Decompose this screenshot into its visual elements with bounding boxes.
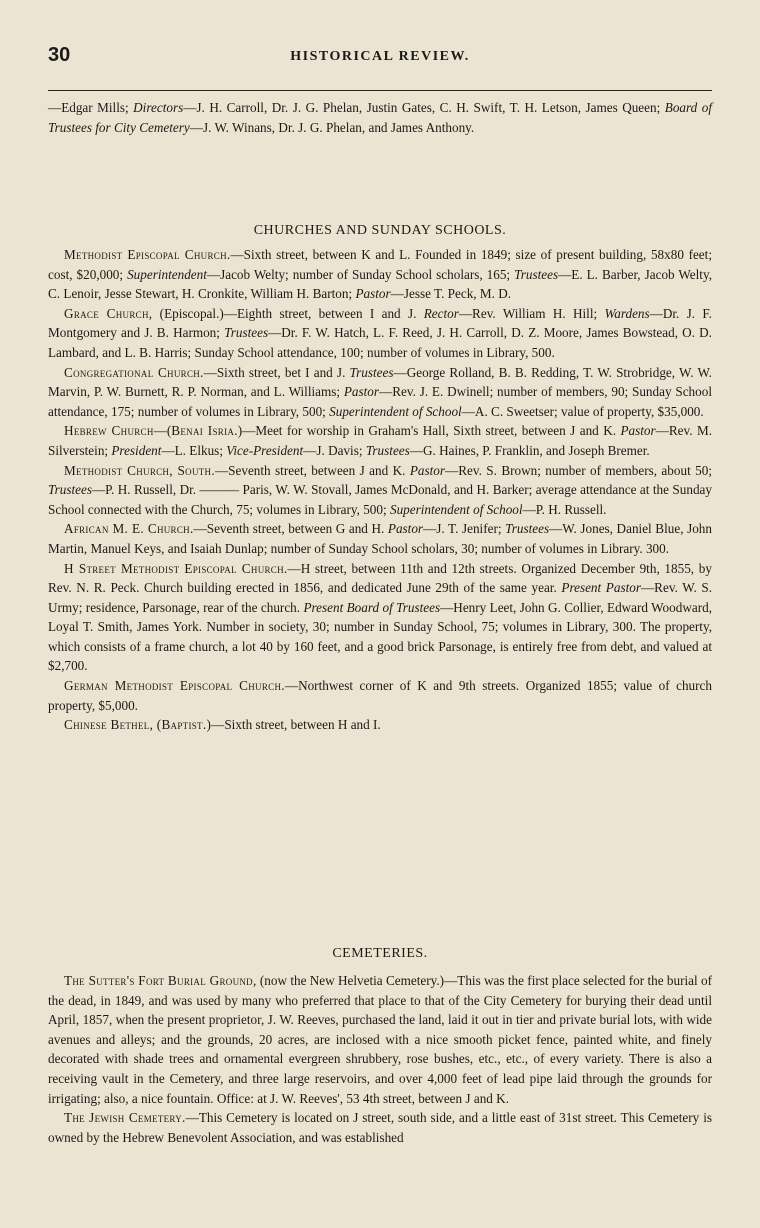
intro-block <box>48 98 712 137</box>
church-entry-grace: Grace Church, (Episcopal.)—Eighth street, between I and J. Rector—Rev. William H. Hill; Wardens—Dr. J. F. Montgomery and J. B. Harmon; Trustees—Dr. F. W. Hatch, L. F. Reed, J. H. Carroll, D. Z. Moore, James Bowstead, O. D. Lambard, and L. B. Harris; Sunday School attendance, 100; number of volumes in Library, 500. <box>48 305 712 360</box>
church-entry-methodist-episcopal: Methodist Episcopal Church.—Sixth street, between K and L. Founded in 1849; size of present building, 58x80 feet; cost, $20,000; Superintendent—Jacob Welty; number of Sunday School scholars, 165; Trustees—E. L. Barber, Jacob Welty, C. Lenoir, Jesse Stewart, H. Cronkite, William H. Barton; Pastor—Jesse T. Peck, M. D. <box>48 247 712 302</box>
page-header <box>48 44 712 74</box>
cemeteries-section <box>48 971 712 1147</box>
church-entry-african-me: African M. E. Church.—Seventh street, between G and H. Pastor—J. T. Jenifer; Trustees—W. Jones, Daniel Blue, John Martin, Manuel Keys, and Isaiah Dunlap; number of Sunday School scholars, 30; number of volumes in Library. 300. <box>48 521 712 556</box>
church-entry-methodist-south: Methodist Church, South.—Seventh street, between J and K. Pastor—Rev. S. Brown; number of members, about 50; Trustees—P. H. Russell, Dr. ——— Paris, W. W. Stovall, James McDonald, and H. Barker; average attendance at the Sunday School connected with the Church, 75; volumes in Library, 500; Superintendent of School—P. H. Russell. <box>48 462 712 517</box>
church-entry-congregational: Congregational Church.—Sixth street, bet I and J. Trustees—George Rolland, B. B. Redding, T. W. Strobridge, W. W. Marvin, P. W. Burnett, R. P. Norman, and L. Williams; Pastor—Rev. J. E. Dwinell; number of members, 90; Sunday School attendance, 175; number of volumes in Library, 500; Superintendent of School—A. C. Sweetser; value of property, $35,000. <box>48 364 712 419</box>
church-entry-hebrew: Hebrew Church—(Benai Isria.)—Meet for worship in Graham's Hall, Sixth street, between J and K. Pastor—Rev. M. Silverstein; President—L. Elkus; Vice-President—J. Davis; Trustees—G. Haines, P. Franklin, and Joseph Bremer. <box>48 423 712 458</box>
header-rule <box>48 90 712 91</box>
cemetery-entry-sutters-fort: The Sutter's Fort Burial Ground, (now the New Helvetia Cemetery.)—This was the first place selected for the burial of the dead, in 1849, and was used by many who preferred that place to that of the City Cemetery for burying their dead until April, 1857, when the present proprietor, J. W. Reeves, purchased the land, laid it out in tier and private burial lots, with wide avenues and alleys; and the grounds, 20 acres, are inclosed with a nice smooth picket fence, painted white, and finely decorated with shade trees and ornamental evergreen shrubbery, rose bushes, etc., etc., of every variety. There is also a receiving vault in the Cemetery, and three large reservoirs, and over 4,000 feet of lead pipe laid through the grounds for irrigating; also, a nice fountain. Office: at J. W. Reeves', 53 4th street, between J and K. <box>48 973 713 1106</box>
church-entry-german-methodist: German Methodist Episcopal Church.—Northwest corner of K and 9th streets. Organized 1855; value of church property, $5,000. <box>48 678 712 713</box>
churches-section <box>48 245 712 735</box>
cemetery-entry-jewish: The Jewish Cemetery.—This Cemetery is located on J street, south side, and a little east of 31st street. This Cemetery is owned by the Hebrew Benevolent Association, and was established <box>48 1110 712 1145</box>
church-entry-h-street: H Street Methodist Episcopal Church.—H street, between 11th and 12th streets. Organized December 9th, 1855, by Rev. N. R. Peck. Church building erected in 1856, and dedicated June 29th of the same year. Present Pastor—Rev. W. S. Urmy; residence, Parsonage, rear of the church. Present Board of Trustees—Henry Leet, John G. Collier, Edward Woodward, Loyal T. Smith, James York. Number in society, 30; number in Sunday School, 75; volumes in Library, 300. The property, which consists of a frame church, a lot 40 by 160 feet, and a good brick Parsonage, is entirely free from debt, and valued at $2,700. <box>48 560 713 674</box>
church-entry-chinese-bethel: Chinese Bethel, (Baptist.)—Sixth street, between H and I. <box>64 717 381 733</box>
section-title-cemeteries: CEMETERIES. <box>332 946 428 961</box>
intro-paragraph: —Edgar Mills; Directors—J. H. Carroll, Dr. J. G. Phelan, Justin Gates, C. H. Swift, T. H. Letson, James Queen; Board of Trustees for City Cemetery—J. W. Winans, Dr. J. G. Phelan, and James Anthony. <box>48 100 712 135</box>
running-title: HISTORICAL REVIEW. <box>290 49 470 64</box>
page-number: 30 <box>48 44 71 66</box>
section-title-churches: CHURCHES AND SUNDAY SCHOOLS. <box>253 223 507 238</box>
